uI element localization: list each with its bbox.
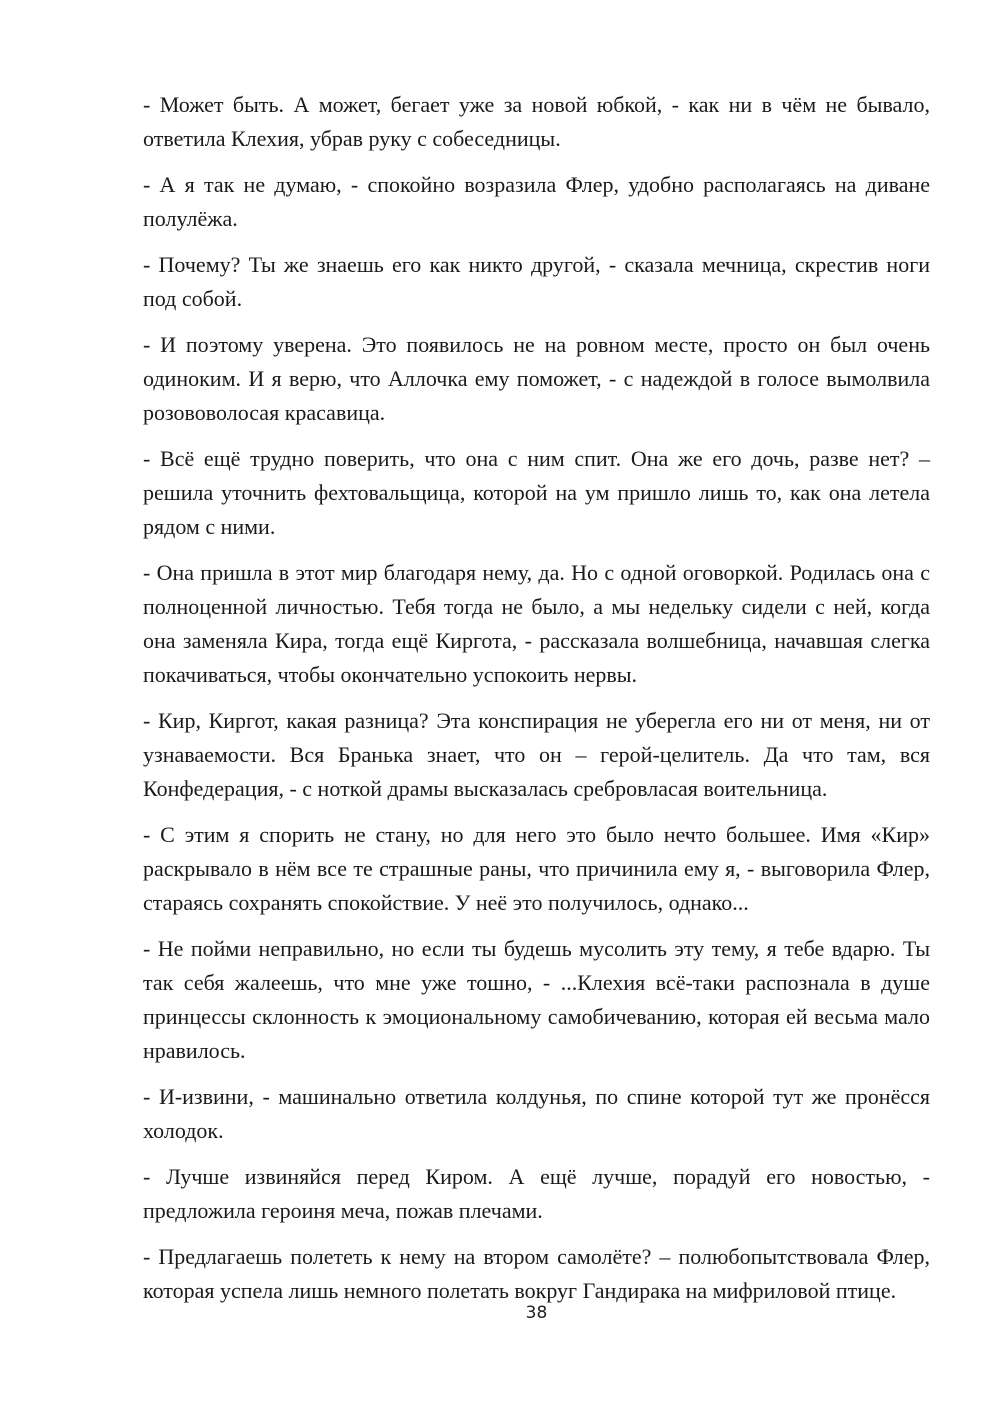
- paragraph: - И поэтому уверена. Это появилось не на ровном месте, просто он был очень одиноким. И я верю, что Аллочка ему поможет, - с надеждой в голосе вымолвила розововолосая красавица.: [143, 332, 930, 425]
- paragraph: - Может быть. А может, бегает уже за новой юбкой, - как ни в чём не бывало, ответила Клехия, убрав руку с собеседницы.: [143, 92, 930, 151]
- paragraph: - Она пришла в этот мир благодаря нему, да. Но с одной оговоркой. Родилась она с полноценной личностью. Тебя тогда не было, а мы недельку сидели с ней, когда она заменяла Кира, тогда ещё Киргота, - рассказала волшебница, начавшая слегка покачиваться, чтобы окончательно успокоить нервы.: [143, 560, 930, 687]
- paragraph: - И-извини, - машинально ответила колдунья, по спине которой тут же пронёсся холодок.: [143, 1084, 930, 1143]
- paragraph: - Кир, Киргот, какая разница? Эта конспирация не уберегла его ни от меня, ни от узнаваемости. Вся Бранька знает, что он – герой-целитель. Да что там, вся Конфедерация, - с ноткой драмы высказалась сребровласая воительница.: [143, 708, 930, 801]
- paragraph: - Лучше извиняйся перед Киром. А ещё лучше, порадуй его новостью, - предложила героиня меча, пожав плечами.: [143, 1164, 930, 1223]
- paragraph: - Не пойми неправильно, но если ты будешь мусолить эту тему, я тебе вдарю. Ты так себя жалеешь, что мне уже тошно, - ...Клехия всё-таки распознала в душе принцессы склонность к эмоциональному самобичеванию, которая ей весьма мало нравилось.: [143, 936, 930, 1063]
- paragraph: - А я так не думаю, - спокойно возразила Флер, удобно располагаясь на диване полулёжа.: [143, 172, 930, 231]
- text-block: [143, 88, 930, 1320]
- paragraph: - С этим я спорить не стану, но для него это было нечто большее. Имя «Кир» раскрывало в нём все те страшные раны, что причинила ему я, - выговорила Флер, стараясь сохранять спокойствие. У неё это получилось, однако...: [143, 822, 930, 915]
- page-number: 38: [525, 1303, 548, 1323]
- paragraph: - Предлагаешь полететь к нему на втором самолёте? – полюбопытствовала Флер, которая успела лишь немного полетать вокруг Гандирака на мифриловой птице.: [143, 1244, 930, 1303]
- paragraph: - Всё ещё трудно поверить, что она с ним спит. Она же его дочь, разве нет? – решила уточнить фехтовальщица, которой на ум пришло лишь то, как она летела рядом с ними.: [143, 446, 930, 539]
- paragraph: - Почему? Ты же знаешь его как никто другой, - сказала мечница, скрестив ноги под собой.: [143, 252, 930, 311]
